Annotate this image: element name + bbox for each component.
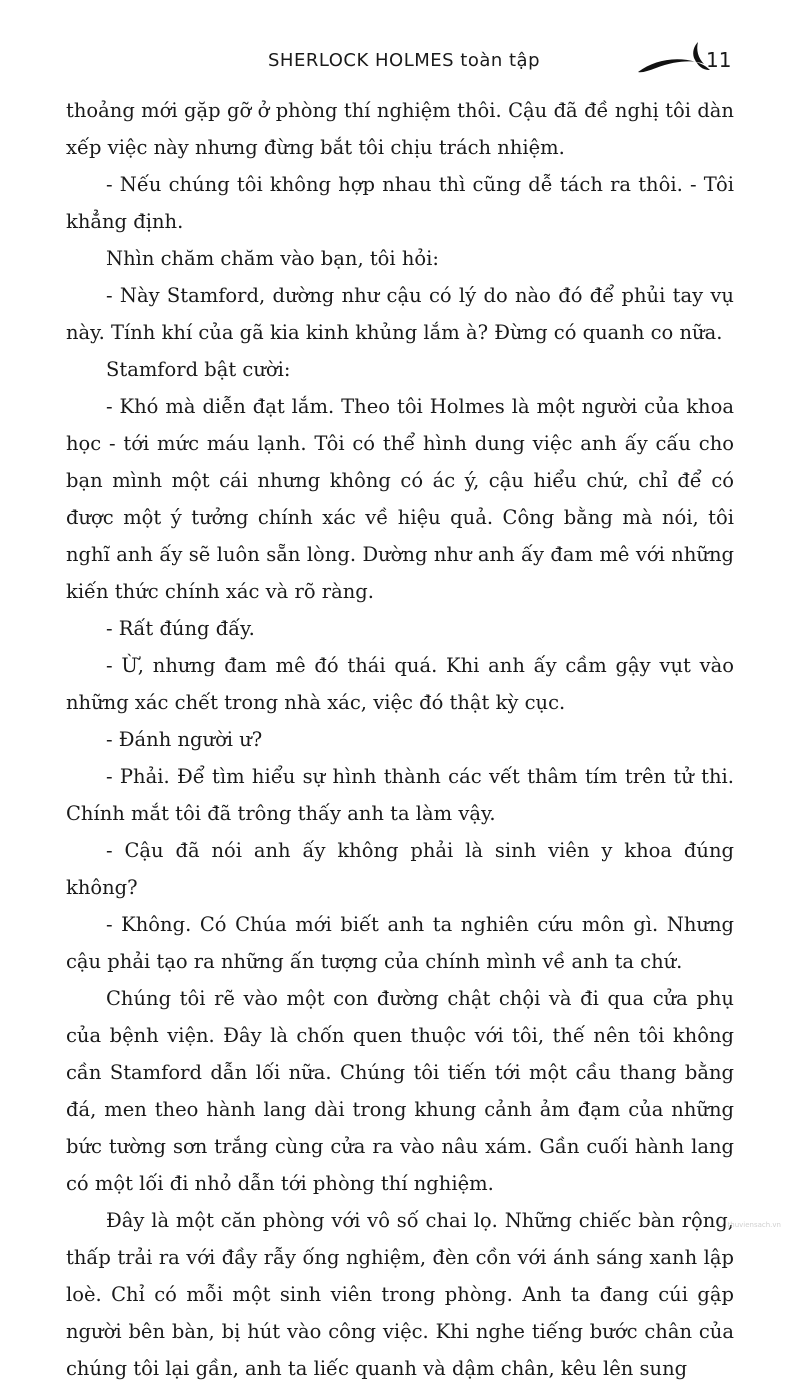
page-body (66, 92, 734, 1387)
paragraph: Stamford bật cười: (106, 358, 291, 381)
page-number: 11 (706, 48, 732, 72)
paragraph: - Ừ, nhưng đam mê đó thái quá. Khi anh ấy cầm gậy vụt vào những xác chết trong nhà xác, việc đó thật kỳ cục. (66, 654, 734, 714)
watermark: thuviensach.vn (727, 1221, 781, 1229)
swoosh-ornament-icon (636, 40, 716, 80)
paragraph: thoảng mới gặp gỡ ở phòng thí nghiệm thôi. Cậu đã đề nghị tôi dàn xếp việc này nhưng đừng bắt tôi chịu trách nhiệm. (66, 99, 734, 159)
paragraph: Nhìn chăm chăm vào bạn, tôi hỏi: (106, 247, 439, 270)
paragraph: - Không. Có Chúa mới biết anh ta nghiên cứu môn gì. Nhưng cậu phải tạo ra những ấn tượng của chính mình về anh ta chứ. (66, 913, 734, 973)
paragraph: - Phải. Để tìm hiểu sự hình thành các vết thâm tím trên tử thi. Chính mắt tôi đã trông thấy anh ta làm vậy. (66, 765, 734, 825)
paragraph: - Rất đúng đấy. (106, 617, 255, 640)
paragraph: - Này Stamford, dường như cậu có lý do nào đó để phủi tay vụ này. Tính khí của gã kia kinh khủng lắm à? Đừng có quanh co nữa. (66, 284, 734, 344)
page-header (0, 40, 803, 90)
paragraph: Chúng tôi rẽ vào một con đường chật chội và đi qua cửa phụ của bệnh viện. Đây là chốn quen thuộc với tôi, thế nên tôi không cần Stamford dẫn lối nữa. Chúng tôi tiến tới một cầu thang bằng đá, men theo hành lang dài trong khung cảnh ảm đạm của những bức tường sơn trắng cùng cửa ra vào nâu xám. Gần cuối hành lang có một lối đi nhỏ dẫn tới phòng thí nghiệm. (66, 987, 734, 1195)
paragraph: - Cậu đã nói anh ấy không phải là sinh viên y khoa đúng không? (66, 839, 734, 899)
paragraph: Đây là một căn phòng với vô số chai lọ. Những chiếc bàn rộng, thấp trải ra với đầy rẫy ống nghiệm, đèn cồn với ánh sáng xanh lập loè. Chỉ có mỗi một sinh viên trong phòng. Anh ta đang cúi gập người bên bàn, bị hút vào công việc. Khi nghe tiếng bước chân của chúng tôi lại gần, anh ta liếc quanh và dậm chân, kêu lên sung (66, 1209, 734, 1380)
paragraph: - Nếu chúng tôi không hợp nhau thì cũng dễ tách ra thôi. - Tôi khẳng định. (66, 173, 734, 233)
paragraph: - Khó mà diễn đạt lắm. Theo tôi Holmes là một người của khoa học - tới mức máu lạnh. Tôi có thể hình dung việc anh ấy cấu cho bạn mình một cái nhưng không có ác ý, cậu hiểu chứ, chỉ để có được một ý tưởng chính xác về hiệu quả. Công bằng mà nói, tôi nghĩ anh ấy sẽ luôn sẵn lòng. Dường như anh ấy đam mê với những kiến thức chính xác và rõ ràng. (66, 395, 734, 603)
running-title: SHERLOCK HOLMES toàn tập (268, 50, 541, 71)
paragraph: - Đánh người ư? (106, 728, 263, 751)
